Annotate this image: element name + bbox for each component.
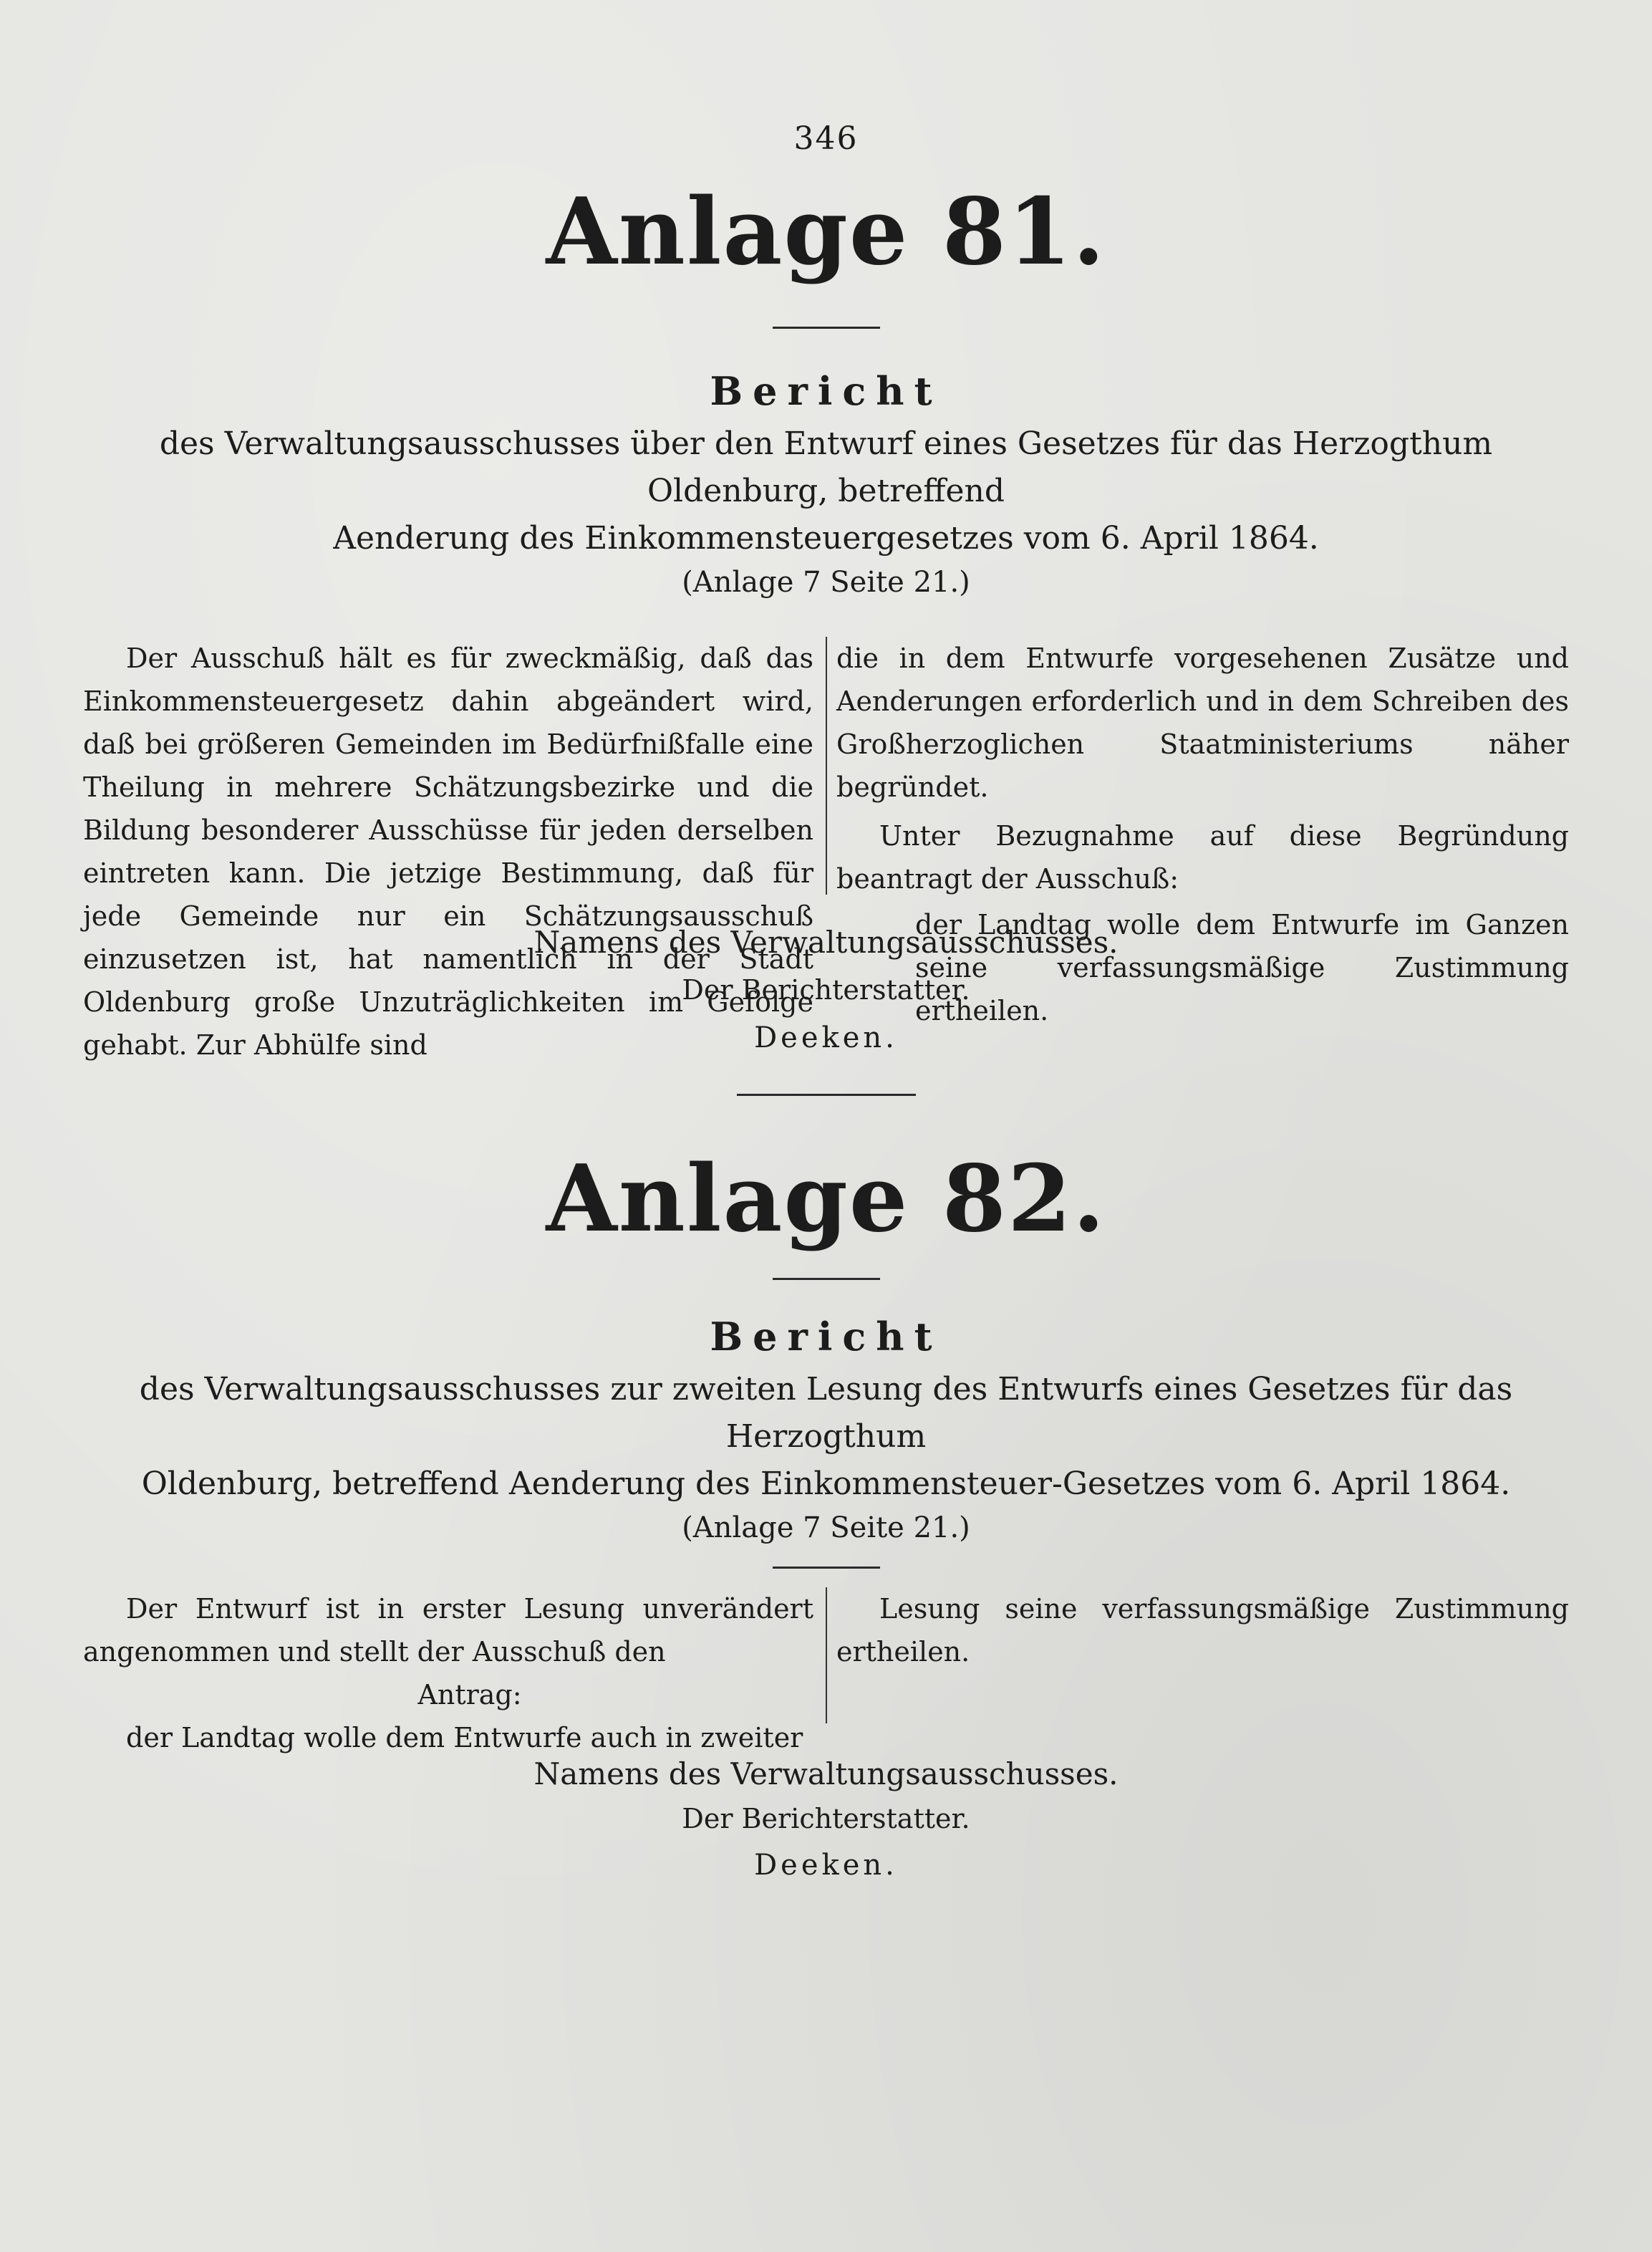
subject-line-2: Oldenburg, betreffend Aenderung des Einkommensteuer-Gesetzes vom 6. April 1864. — [141, 1466, 1511, 1502]
section-separator-rule — [737, 1094, 916, 1096]
body-paragraph: Lesung seine verfassungsmäßige Zustimmung ertheilen. — [836, 1593, 1569, 1668]
motion-text: der Landtag wolle dem Entwurfe im Ganzen seine verfassungsmäßige Zustimmung ertheilen. — [915, 909, 1569, 1026]
motion-label: Antrag: — [417, 1679, 522, 1710]
column-divider — [826, 1587, 827, 1723]
reference-rule — [773, 1567, 880, 1569]
subject-line-1: des Verwaltungsausschusses über den Entwurf eines Gesetzes für das Herzogthum Oldenburg, betreffend — [159, 425, 1493, 509]
signature-role: Der Berichterstatter. — [682, 1803, 970, 1834]
section-title: Anlage 82. — [546, 1145, 1106, 1253]
subject-line-1: des Verwaltungsausschusses zur zweiten Lesung des Entwurfs eines Gesetzes für das Herzogthum — [139, 1371, 1513, 1455]
signature-name: Deeken. — [754, 1021, 898, 1054]
subject-line-2: Aenderung des Einkommensteuergesetzes vom 6. April 1864. — [333, 520, 1319, 557]
title-rule — [773, 327, 880, 329]
report-subject — [71, 1366, 1582, 1508]
report-subject — [71, 420, 1582, 562]
report-heading: Bericht — [710, 368, 942, 414]
section-title: Anlage 81. — [546, 178, 1106, 286]
title-rule — [773, 1278, 880, 1280]
report-body — [83, 1587, 1569, 1759]
report-heading: Bericht — [710, 1314, 942, 1360]
signature-committee: Namens des Verwaltungsausschusses. — [533, 1756, 1119, 1791]
section-anlage-82 — [0, 1145, 1652, 1882]
report-reference: (Anlage 7 Seite 21.) — [682, 566, 970, 599]
column-divider — [826, 637, 827, 895]
left-column — [83, 637, 813, 1067]
body-paragraph: die in dem Entwurfe vorgesehenen Zusätze und Aenderungen erforderlich und in dem Schreiben des Großherzoglichen Staatministeriums näher begründet. — [836, 643, 1569, 803]
page-number: 346 — [793, 120, 859, 157]
right-column — [836, 1587, 1569, 1673]
signature-role: Der Berichterstatter. — [682, 974, 970, 1006]
body-paragraph: Unter Bezugnahme auf diese Begründung beantragt der Ausschuß: — [836, 820, 1569, 895]
motion-text: der Landtag wolle dem Entwurfe auch in zweiter — [126, 1722, 803, 1753]
section-anlage-81 — [0, 178, 1652, 1096]
signature-name: Deeken. — [754, 1849, 898, 1882]
right-column — [836, 637, 1569, 1032]
body-paragraph: Der Entwurf ist in erster Lesung unverändert angenommen und stellt der Ausschuß den — [83, 1593, 813, 1668]
report-reference: (Anlage 7 Seite 21.) — [682, 1511, 970, 1544]
signature-committee: Namens des Verwaltungsausschusses. — [533, 925, 1119, 960]
body-paragraph: Der Ausschuß hält es für zweckmäßig, daß das Einkommensteuergesetz dahin abgeändert wird, daß bei größeren Gemeinden im Bedürfnißfalle eine Theilung in mehrere Schätzungsbezirke und die Bildung besonderer Ausschüsse für jeden derselben eintreten kann. Die jetzige Bestimmung, daß für jede Gemeinde nur ein Schätzungsausschuß einzusetzen ist, hat namentlich in der Stadt Oldenburg große Unzuträglichkeiten im Gefolge gehabt. Zur Abhülfe sind — [83, 643, 813, 1061]
left-column — [83, 1587, 813, 1759]
